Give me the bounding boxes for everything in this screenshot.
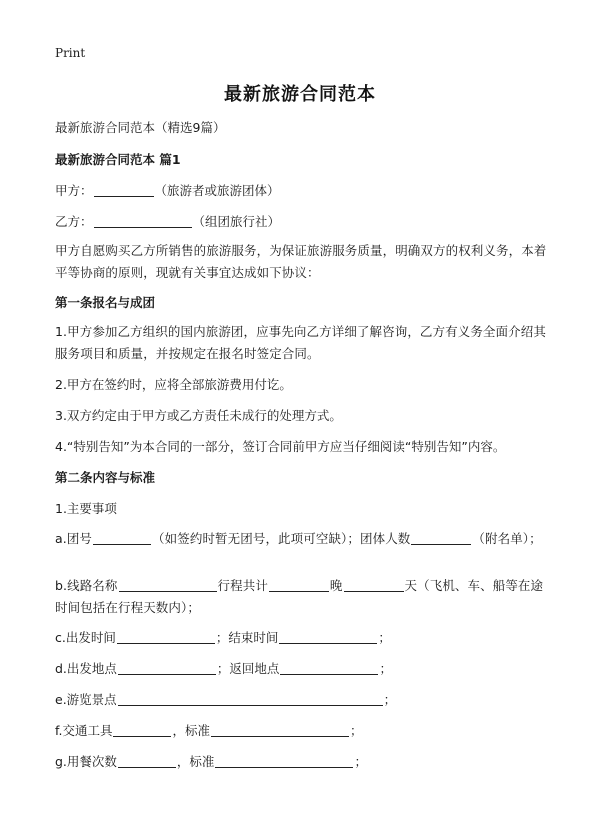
party-b-blank (94, 214, 192, 228)
item-g-mid: ，标准 (176, 754, 215, 769)
article1-item-4: 4.“特别告知”为本合同的一部分，签订合同前甲方应当仔细阅读“特别告知”内容。 (55, 439, 506, 454)
nights-blank (344, 578, 404, 592)
item-b-trip: 行程共计 (217, 578, 268, 593)
party-b-line (55, 214, 280, 230)
item-g-suffix: ； (354, 754, 367, 769)
item-e (55, 692, 396, 708)
end-time-blank (279, 630, 377, 644)
item-b-night: 晚 (329, 578, 343, 593)
item-c-suffix: ； (378, 630, 391, 645)
section-heading: 最新旅游合同范本 篇1 (55, 152, 181, 167)
item-g-prefix: g.用餐次数 (55, 754, 117, 769)
item-f-suffix: ； (349, 723, 363, 738)
subtitle: 最新旅游合同范本（精选9篇） (55, 120, 226, 135)
article1-item-2: 2.甲方在签约时，应将全部旅游费用付讫。 (55, 377, 292, 392)
party-a-note: （旅游者或旅游团体） (154, 183, 280, 198)
intro-paragraph: 甲方自愿购买乙方所销售的旅游服务，为保证旅游服务质量，明确双方的权利义务，本着平等协商的原则，现就有关事宜达成如下协议： (55, 243, 547, 280)
party-b-label: 乙方： (55, 214, 93, 229)
page-title: 最新旅游合同范本 (224, 84, 376, 105)
party-a-line (55, 183, 280, 199)
meals-standard-blank (215, 754, 353, 768)
item-d-prefix: d.出发地点 (55, 661, 117, 676)
main-items-label: 1.主要事项 (55, 501, 117, 516)
article1-heading: 第一条报名与成团 (55, 295, 156, 310)
group-number-blank (93, 531, 151, 545)
item-d-suffix: ； (379, 661, 392, 676)
item-f-prefix: f.交通工具 (55, 723, 113, 738)
party-b-note: （组团旅行社） (192, 214, 281, 229)
item-g (55, 754, 367, 770)
group-size-blank (411, 531, 471, 545)
transport-standard-blank (211, 723, 349, 737)
article1-item-3: 3.双方约定由于甲方或乙方责任未成行的处理方式。 (55, 408, 342, 423)
party-a-label: 甲方： (55, 183, 93, 198)
trip-days-blank (269, 578, 329, 592)
party-a-blank (94, 183, 154, 197)
return-place-blank (280, 661, 378, 675)
item-f (55, 723, 363, 739)
item-d-mid: ；返回地点 (216, 661, 280, 676)
item-a-suffix: （附名单）； (472, 531, 542, 546)
item-c (55, 630, 391, 646)
item-d (55, 661, 392, 677)
item-e-suffix: ； (383, 692, 397, 707)
article1-item-1: 1.甲方参加乙方组织的国内旅游团，应事先向乙方详细了解咨询，乙方有义务全面介绍其服务项目和质量，并按规定在报名时签定合同。 (55, 324, 546, 361)
article2-heading: 第二条内容与标准 (55, 470, 156, 485)
print-label[interactable]: Print (55, 46, 86, 60)
item-b-suffix: 天（飞机、车、船等在途时间包括在行程天数内）； (55, 578, 544, 615)
route-name-blank (119, 578, 217, 592)
start-time-blank (117, 630, 215, 644)
transport-blank (113, 723, 171, 737)
item-a-prefix: a.团号 (55, 531, 93, 546)
item-b (55, 575, 550, 619)
item-b-prefix: b.线路名称 (55, 578, 118, 593)
item-c-mid: ；结束时间 (215, 630, 279, 645)
item-e-prefix: e.游览景点 (55, 692, 117, 707)
item-c-prefix: c.出发时间 (55, 630, 116, 645)
meals-count-blank (118, 754, 176, 768)
item-f-mid: ，标准 (172, 723, 210, 738)
departure-place-blank (118, 661, 216, 675)
scenic-spots-blank (118, 692, 383, 706)
item-a-mid: （如签约时暂无团号，此项可空缺）；团体人数 (152, 531, 411, 546)
item-a (55, 528, 550, 550)
